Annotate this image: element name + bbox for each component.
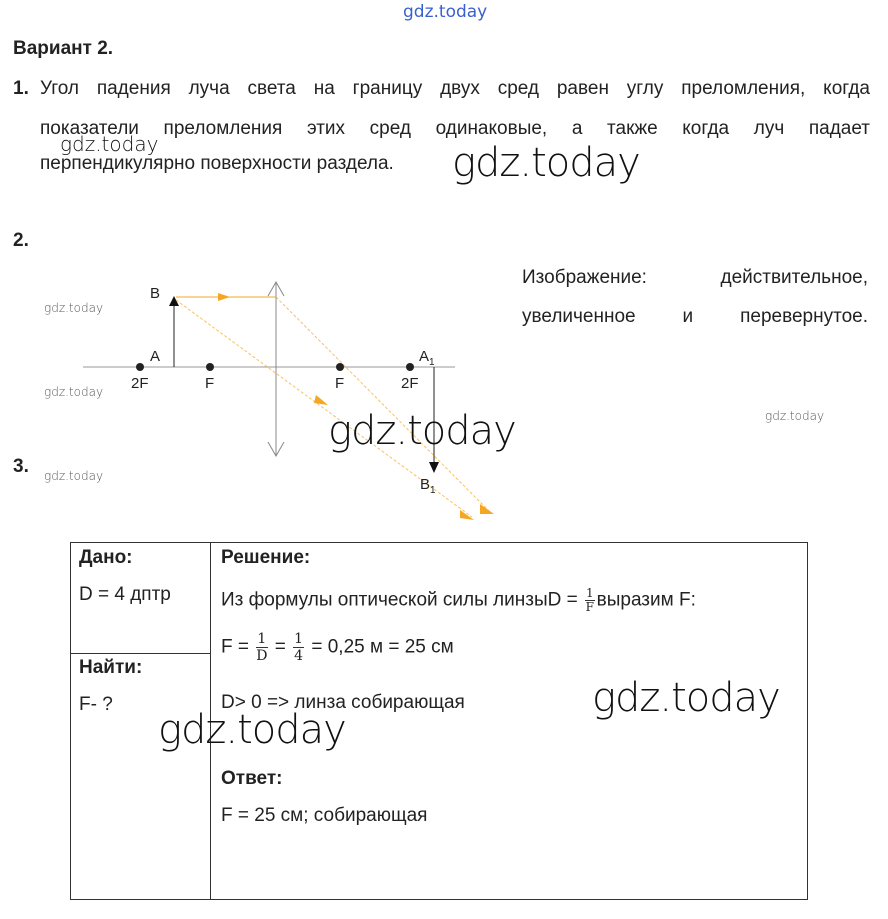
answer-label: Ответ: bbox=[221, 768, 283, 789]
q2-answer-line: Изображение: действительное, bbox=[522, 267, 868, 288]
label-a1: $A_1$ bbox=[419, 348, 435, 368]
find-label: Найти: bbox=[79, 657, 143, 678]
watermark: gdz.today bbox=[44, 385, 104, 399]
label-2f: 2F bbox=[401, 375, 419, 392]
watermark: gdz.today bbox=[452, 140, 640, 186]
variant-title: Вариант 2. bbox=[13, 38, 114, 59]
given-label: Дано: bbox=[79, 547, 133, 568]
q1-line: Угол падения луча света на границу двух сред равен углу преломления, когда bbox=[40, 78, 870, 99]
answer-value: F = 25 см; собирающая bbox=[221, 805, 428, 826]
q2-number: 2. bbox=[13, 230, 29, 251]
solution-label: Решение: bbox=[221, 547, 311, 568]
q2-answer-line: увеличенное и перевернутое. bbox=[522, 306, 868, 327]
q1-line: перпендикулярно поверхности раздела. bbox=[40, 153, 394, 174]
watermark: gdz.today bbox=[158, 707, 346, 753]
label-f: F bbox=[335, 375, 345, 392]
watermark: gdz.today bbox=[44, 301, 104, 315]
label-b1: $B_1$ bbox=[420, 476, 436, 496]
q1-line: показатели преломления этих сред одинаковые, а также когда луч падает bbox=[40, 118, 870, 139]
q3-number: 3. bbox=[13, 456, 29, 477]
q1-number: 1. bbox=[13, 78, 29, 99]
watermark: gdz.today bbox=[60, 132, 159, 156]
ray-arrowheads bbox=[218, 293, 494, 520]
find-value: F- ? bbox=[79, 694, 113, 715]
watermark: gdz.today bbox=[592, 675, 780, 721]
label-f: F bbox=[205, 375, 215, 392]
watermark: gdz.today bbox=[765, 409, 825, 423]
label-a: A bbox=[150, 348, 161, 365]
solution-line-1: Из формулы оптической силы линзыD = $\frac{1}{F}$ выразим F: bbox=[221, 586, 696, 614]
watermark-top: gdz.today bbox=[403, 2, 488, 22]
solution-line-2: F = $\frac{1}{D}$ = $\frac{1}{4}$ = 0,25 м = 25 см bbox=[221, 631, 454, 664]
rays bbox=[176, 297, 490, 517]
watermark: gdz.today bbox=[44, 469, 104, 483]
given-value: D = 4 дптр bbox=[79, 584, 171, 605]
label-2f: 2F bbox=[131, 375, 149, 392]
watermark: gdz.today bbox=[328, 408, 516, 454]
solution-line-3: D> 0 => линза собирающая bbox=[221, 692, 465, 713]
label-b: B bbox=[150, 285, 161, 302]
